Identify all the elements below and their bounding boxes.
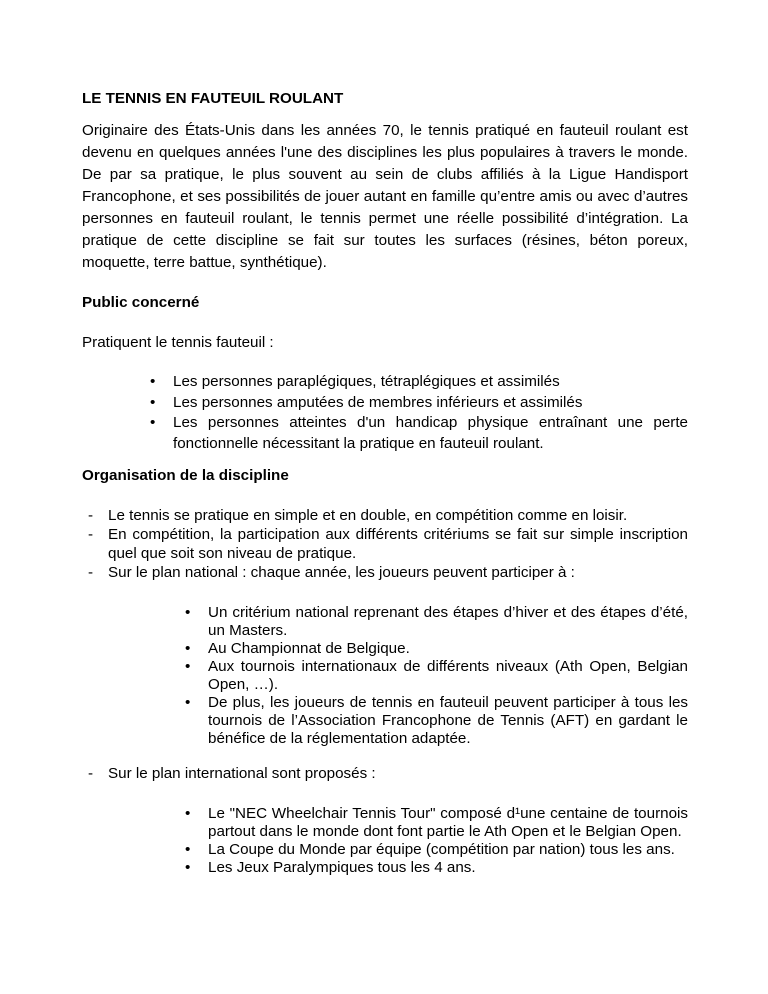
list-item: • Au Championnat de Belgique. bbox=[185, 640, 688, 658]
list-item: - En compétition, la participation aux différents critériums se fait sur simple inscription quel que soit son niveau de pratique. bbox=[82, 525, 688, 563]
national-list bbox=[185, 604, 688, 748]
list-item: • Aux tournois internationaux de différents niveaux (Ath Open, Belgian Open, …). bbox=[185, 658, 688, 694]
list-item: • Les Jeux Paralympiques tous les 4 ans. bbox=[185, 859, 688, 877]
international-lead-list bbox=[82, 764, 688, 783]
list-item: • La Coupe du Monde par équipe (compétition par nation) tous les ans. bbox=[185, 841, 688, 859]
public-list bbox=[150, 372, 688, 454]
list-item: - Sur le plan international sont proposés : bbox=[82, 764, 688, 783]
list-item: • De plus, les joueurs de tennis en fauteuil peuvent participer à tous les tournois de l’Association Francophone de Tennis (AFT) en gardant le bénéfice de la réglementation adaptée. bbox=[185, 694, 688, 748]
list-item: • Les personnes paraplégiques, tétraplégiques et assimilés bbox=[150, 372, 688, 393]
list-item: • Les personnes atteintes d'un handicap physique entraînant une perte fonctionnelle nécessitant la pratique en fauteuil roulant. bbox=[150, 413, 688, 454]
list-item: • Un critérium national reprenant des étapes d’hiver et des étapes d’été, un Masters. bbox=[185, 604, 688, 640]
list-item: • Le "NEC Wheelchair Tennis Tour" composé d¹une centaine de tournois partout dans le monde dont font partie le Ath Open et le Belgian Open. bbox=[185, 805, 688, 841]
organisation-list bbox=[82, 506, 688, 582]
list-item: - Sur le plan national : chaque année, les joueurs peuvent participer à : bbox=[82, 563, 688, 582]
list-item: - Le tennis se pratique en simple et en double, en compétition comme en loisir. bbox=[82, 506, 688, 525]
public-lead: Pratiquent le tennis fauteuil : bbox=[82, 334, 274, 351]
public-heading: Public concerné bbox=[82, 294, 200, 311]
list-item: • Les personnes amputées de membres inférieurs et assimilés bbox=[150, 393, 688, 414]
intro-paragraph: Originaire des États-Unis dans les années 70, le tennis pratiqué en fauteuil roulant est devenu en quelques années l'une des disciplines les plus populaires à travers le monde. De par sa pratique, le plus souvent au sein de clubs affiliés à la Ligue Handisport Francophone, et ses possibilités de jouer autant en famille qu’entre amis ou avec d’autres personnes en fauteuil roulant, le tennis permet une réelle possibilité d’intégration. La pratique de cette discipline se fait sur toutes les surfaces (résines, béton poreux, moquette, terre battue, synthétique). bbox=[82, 122, 688, 271]
document bbox=[82, 88, 688, 877]
document-title: LE TENNIS EN FAUTEUIL ROULANT bbox=[82, 90, 344, 107]
international-list bbox=[185, 805, 688, 877]
organisation-heading: Organisation de la discipline bbox=[82, 467, 289, 484]
